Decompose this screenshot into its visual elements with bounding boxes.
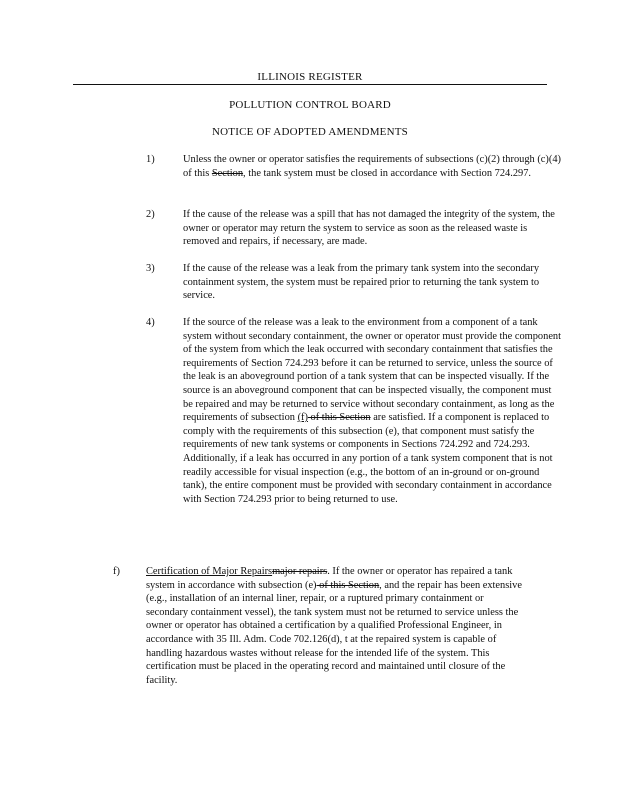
struck-text: of this Section [307, 412, 371, 424]
item-text: If the cause of the release was a spill that has not damaged the integrity of the system, the owner or operator may return the system to service as soon as the released waste is removed and repairs, if necessary, are made. [183, 209, 555, 248]
header-rule [73, 84, 547, 85]
inserted-text: (f) [297, 412, 308, 424]
item-text: If the cause of the release was a leak from the primary tank system into the secondary containment system, the system must be repaired prior to returning the tank system to service. [183, 263, 540, 302]
item-text: Certification of Major Repairsmajor repairs. If the owner or operator has repaired a tank system in accordance with subsection (e) of this Section, and the repair has been extensive (e.g., installation of an internal liner, repair, or a ruptured primary containment or secondary containment vessel), the tank system must not be returned to service unless the owner or operator has obtained a certification by a qualified Professional Engineer, in accordance with 35 Ill. Adm. Code 702.126(d), t at the repaired system is capable of handling hazardous wastes without release for the intended life of the system. This certification must be placed in the operating record and maintained until closure of the facility. [146, 566, 522, 686]
item-number: f) [113, 566, 120, 577]
item-text: If the source of the release was a leak to the environment from a component of a tank system without secondary containment, the owner or operator must provide the component of the system from which the leak occurred with secondary containment that satisfies the requirements of Section 724.293 before it can be returned to service, unless the source of the leak is an aboveground portion of a tank system that can be inspected visually. If the source is an aboveground component that can be inspected visually, the component must be repaired and may be returned to service without secondary containment, as long as the requirements of subsection (f) of this Section are satisfied. If a component is replaced to comply with the requirements of this subsection (e), that component must satisfy the requirements of new tank systems or components in Sections 724.292 and 724.293. Additionally, if a leak has occurred in any portion of a tank system component that is not readily accessible for visual inspection (e.g., the bottom of an in-ground or on-ground tank), the entire component must be provided with secondary containment in accordance with Section 724.293 prior to being returned to use. [183, 317, 562, 505]
item-number: 4) [146, 317, 155, 328]
register-header: ILLINOIS REGISTER [257, 71, 363, 83]
inserted-title: Certification of Major Repairs [146, 566, 273, 577]
struck-text: of this Section [316, 579, 380, 591]
item-number: 2) [146, 209, 155, 220]
board-title: POLLUTION CONTROL BOARD [229, 99, 391, 111]
item-number: 3) [146, 263, 155, 274]
struck-title: major repairs [272, 566, 328, 577]
item-number: 1) [146, 154, 155, 165]
item-text: Unless the owner or operator satisfies the requirements of subsections (c)(2) through (c)(4) of this Section, the tank system must be closed in accordance with Section 724.297. [183, 154, 561, 179]
notice-title: NOTICE OF ADOPTED AMENDMENTS [212, 126, 408, 138]
struck-text: Section [211, 167, 244, 179]
